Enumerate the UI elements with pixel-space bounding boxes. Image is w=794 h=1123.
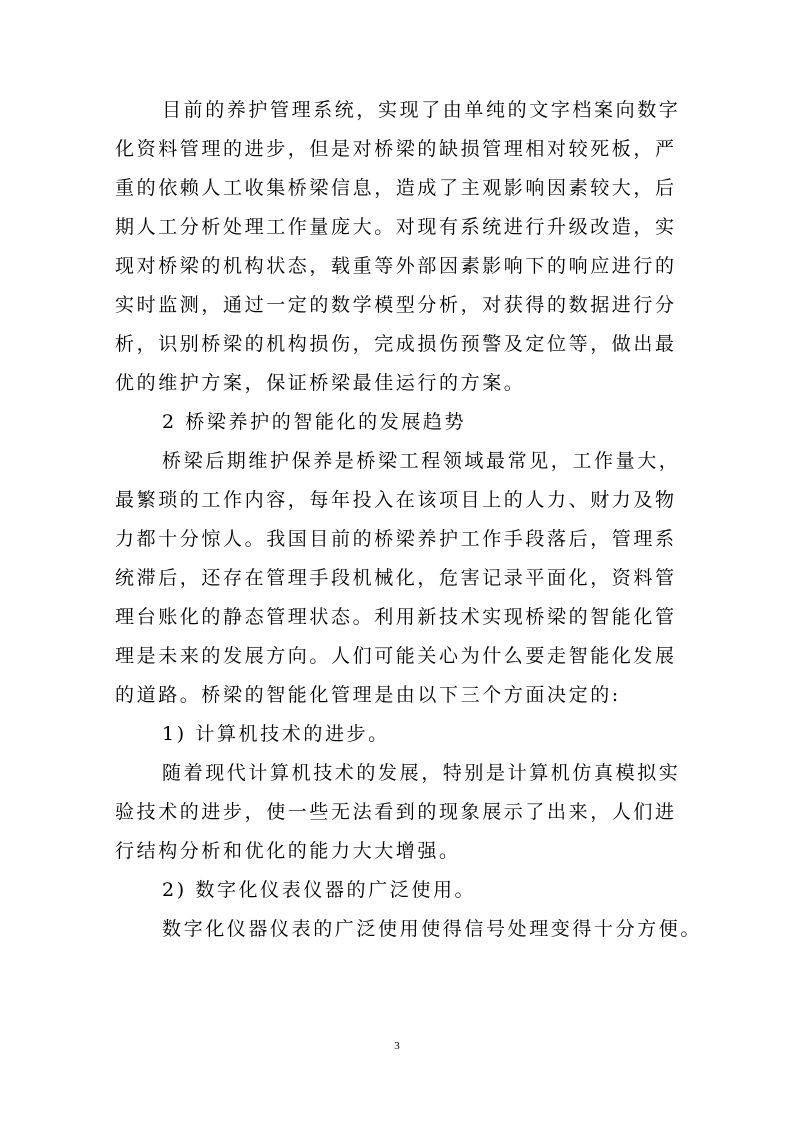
paragraph-4-line-1: 数字化仪器仪表的广泛使用使得信号处理变得十分方便。 (162, 918, 703, 940)
paragraph-2-line-4: 统滞后，还存在管理手段机械化，危害记录平面化，资料管 (115, 567, 677, 589)
paragraph-1-line-8: 优的维护方案，保证桥梁最佳运行的方案。 (115, 372, 526, 394)
section-heading: 2 桥梁养护的智能化的发展趋势 (162, 411, 467, 433)
paragraph-2-line-5: 理台账化的静态管理状态。利用新技术实现桥梁的智能化管 (115, 606, 677, 628)
paragraph-1-line-6: 实时监测，通过一定的数学模型分析，对获得的数据进行分 (115, 294, 677, 316)
paragraph-1-line-4: 期人工分析处理工作量庞大。对现有系统进行升级改造，实 (115, 216, 677, 238)
paragraph-1-line-7: 析，识别桥梁的机构损伤，完成损伤预警及定位等，做出最 (115, 333, 677, 355)
paragraph-1-line-2: 化资料管理的进步，但是对桥梁的缺损管理相对较死板，严 (115, 138, 677, 160)
paragraph-2-line-7: 的道路。桥梁的智能化管理是由以下三个方面决定的: (115, 684, 621, 706)
paragraph-1-line-1: 目前的养护管理系统，实现了由单纯的文字档案向数字 (162, 99, 681, 121)
paragraph-3-line-3: 行结构分析和优化的能力大大增强。 (115, 840, 461, 862)
paragraph-3-line-1: 随着现代计算机技术的发展，特别是计算机仿真模拟实 (162, 762, 681, 784)
paragraph-3-line-2: 验技术的进步，使一些无法看到的现象展示了出来，人们进 (115, 801, 677, 823)
paragraph-1-line-3: 重的依赖人工收集桥梁信息，造成了主观影响因素较大，后 (115, 177, 677, 199)
paragraph-2-line-2: 最繁琐的工作内容，每年投入在该项目上的人力、财力及物 (115, 489, 677, 511)
page-number: 3 (394, 1040, 400, 1052)
list-item-2: 2) 数字化仪表仪器的广泛使用。 (162, 879, 477, 901)
paragraph-1-line-5: 现对桥梁的机构状态，载重等外部因素影响下的响应进行的 (115, 255, 677, 277)
list-item-1: 1) 计算机技术的进步。 (162, 723, 390, 745)
paragraph-2-line-1: 桥梁后期维护保养是桥梁工程领域最常见，工作量大， (162, 450, 681, 472)
paragraph-2-line-3: 力都十分惊人。我国目前的桥梁养护工作手段落后，管理系 (115, 528, 677, 550)
paragraph-2-line-6: 理是未来的发展方向。人们可能关心为什么要走智能化发展 (115, 645, 677, 667)
